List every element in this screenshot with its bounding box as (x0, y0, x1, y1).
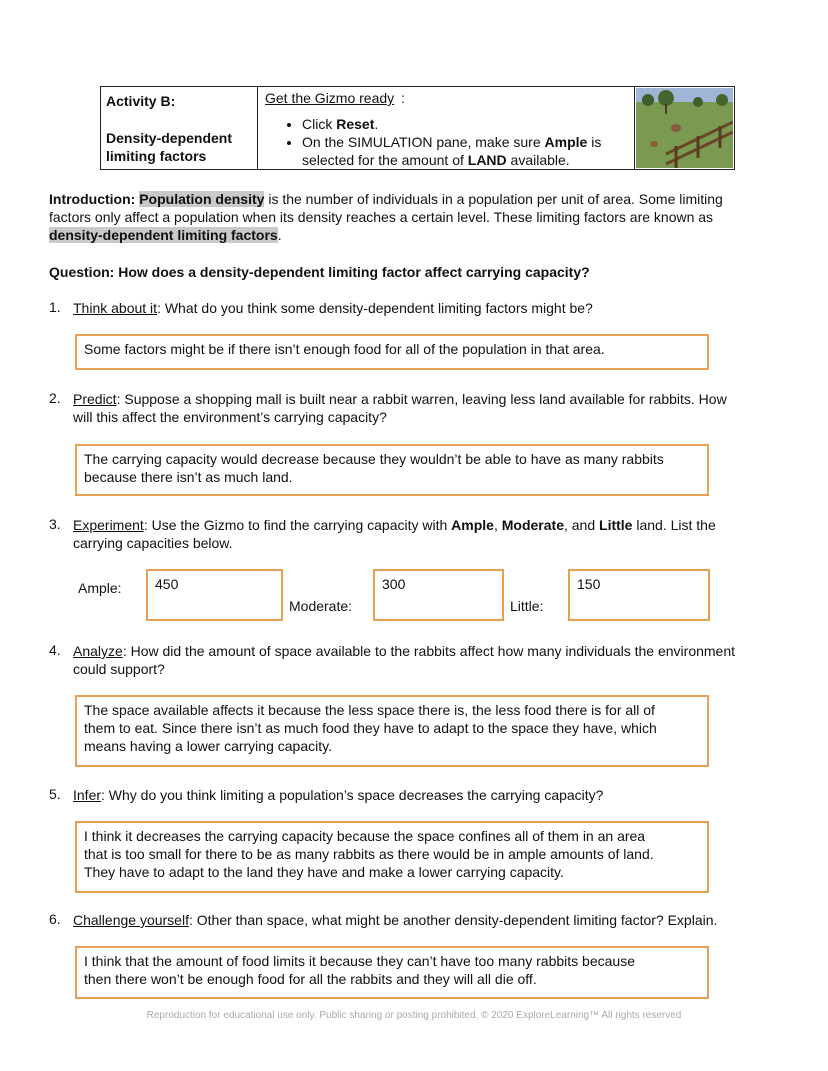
q6-text: : Other than space, what might be another density-dependent limiting factor? Explain. (188, 912, 718, 928)
ample-label: Ample: (78, 580, 122, 596)
little-answer-box[interactable] (568, 569, 710, 621)
term-population-density: Population density (139, 191, 265, 207)
copyright-footer: Reproduction for educational use only. Public sharing or posting prohibited. © 2020 ExploreLearning™ All rights reserved (146, 1010, 682, 1021)
activity-label-cell (101, 87, 258, 169)
activity-label: Activity B: (106, 93, 176, 109)
gizmo-thumbnail-cell (635, 87, 734, 169)
q6-answer-box[interactable]: I think that the amount of food limits it because they can’t have too many rabbits because then there won’t be enough food for all the rabbits and they will all die off. (75, 946, 709, 999)
intro-label: Introduction: (49, 191, 136, 207)
q3-text-2: carrying capacities below. (73, 535, 233, 551)
q6-prompt (73, 911, 793, 929)
q2-answer-box[interactable] (75, 444, 709, 496)
setup-step-land: • On the SIMULATION pane, make sure Ample is selected for the amount of LAND available. (302, 133, 642, 169)
activity-header-table (100, 86, 735, 170)
q2-number: 2. (49, 390, 61, 406)
rabbit-field-thumbnail (636, 88, 733, 168)
intro-text-2: factors only affect a population when its density reaches a certain level. These limiting factors are known as (49, 209, 714, 225)
q1-answer: Some factors might be if there isn’t enough food for all of the population in that area. (84, 341, 605, 357)
q1-prompt (73, 299, 593, 317)
q1-answer-box[interactable] (75, 334, 709, 370)
moderate-value: 300 (382, 576, 406, 592)
q2-answer-1: The carrying capacity would decrease because they wouldn’t be able to have as many rabbits (84, 451, 664, 467)
q6-label: Challenge yourself (73, 912, 189, 928)
introduction (49, 190, 789, 244)
q5-text: : Why do you think limiting a population’s space decreases the carrying capacity? (101, 787, 604, 803)
q2-text-2: will this affect the environment’s carrying capacity? (73, 409, 387, 425)
q4-label: Analyze (73, 643, 123, 659)
intro-end: . (277, 227, 282, 243)
q5-prompt (73, 786, 793, 804)
gizmo-ready-heading: Get the Gizmo ready (265, 90, 395, 106)
ready-colon: : (401, 90, 405, 106)
q5-label: Infer (73, 787, 102, 803)
q5-answer-box[interactable]: I think it decreases the carrying capacity because the space confines all of them in an area that is too small for there to be as many rabbits as there would be in ample amounts of land. They have to adapt to the land they have and make a lower carrying capacity. (75, 821, 709, 893)
q3-number: 3. (49, 516, 61, 532)
q4-answer-box[interactable]: The space available affects it because the less space there is, the less food there is for all of them to eat. Since there isn’t as much food they have to adapt to the space they have, which means having a lower carrying capacity. (75, 695, 709, 767)
q4-prompt (73, 642, 813, 678)
gizmo-ready-cell (258, 87, 635, 169)
q4-text-2: could support? (73, 661, 165, 677)
moderate-label: Moderate: (289, 598, 353, 614)
q4-text: : How did the amount of space available to the rabbits affect how many individuals the environment (122, 643, 736, 659)
q5-number: 5. (49, 786, 61, 802)
ample-value: 450 (155, 576, 179, 592)
setup-step-reset: • Click Reset. (302, 115, 642, 133)
little-value: 150 (577, 576, 601, 592)
q1-text: : What do you think some density-dependent limiting factors might be? (157, 300, 593, 316)
q2-prompt (73, 390, 793, 426)
main-question: Question: How does a density-dependent limiting factor affect carrying capacity? (49, 264, 590, 280)
q1-number: 1. (49, 299, 61, 315)
intro-text-1: is the number of individuals in a population per unit of area. Some limiting (264, 191, 723, 207)
moderate-answer-box[interactable] (373, 569, 504, 621)
activity-title: Density-dependent limiting factors (106, 130, 233, 164)
q2-label: Predict (73, 391, 117, 407)
q3-label: Experiment (73, 517, 144, 533)
q2-answer-2: because there isn’t as much land. (84, 469, 293, 485)
q1-label: Think about it (73, 300, 158, 316)
q3-prompt: Experiment: Use the Gizmo to find the carrying capacity with Ample, Moderate, and Little land. List the carrying capacities below. (73, 517, 716, 551)
little-label: Little: (510, 598, 544, 614)
setup-steps (282, 115, 642, 169)
q6-number: 6. (49, 911, 61, 927)
q4-number: 4. (49, 642, 61, 658)
term-density-dependent: density-dependent limiting factors (49, 227, 278, 243)
ample-answer-box[interactable] (146, 569, 283, 621)
q2-text: : Suppose a shopping mall is built near a rabbit warren, leaving less land available for rabbits. How (116, 391, 727, 407)
